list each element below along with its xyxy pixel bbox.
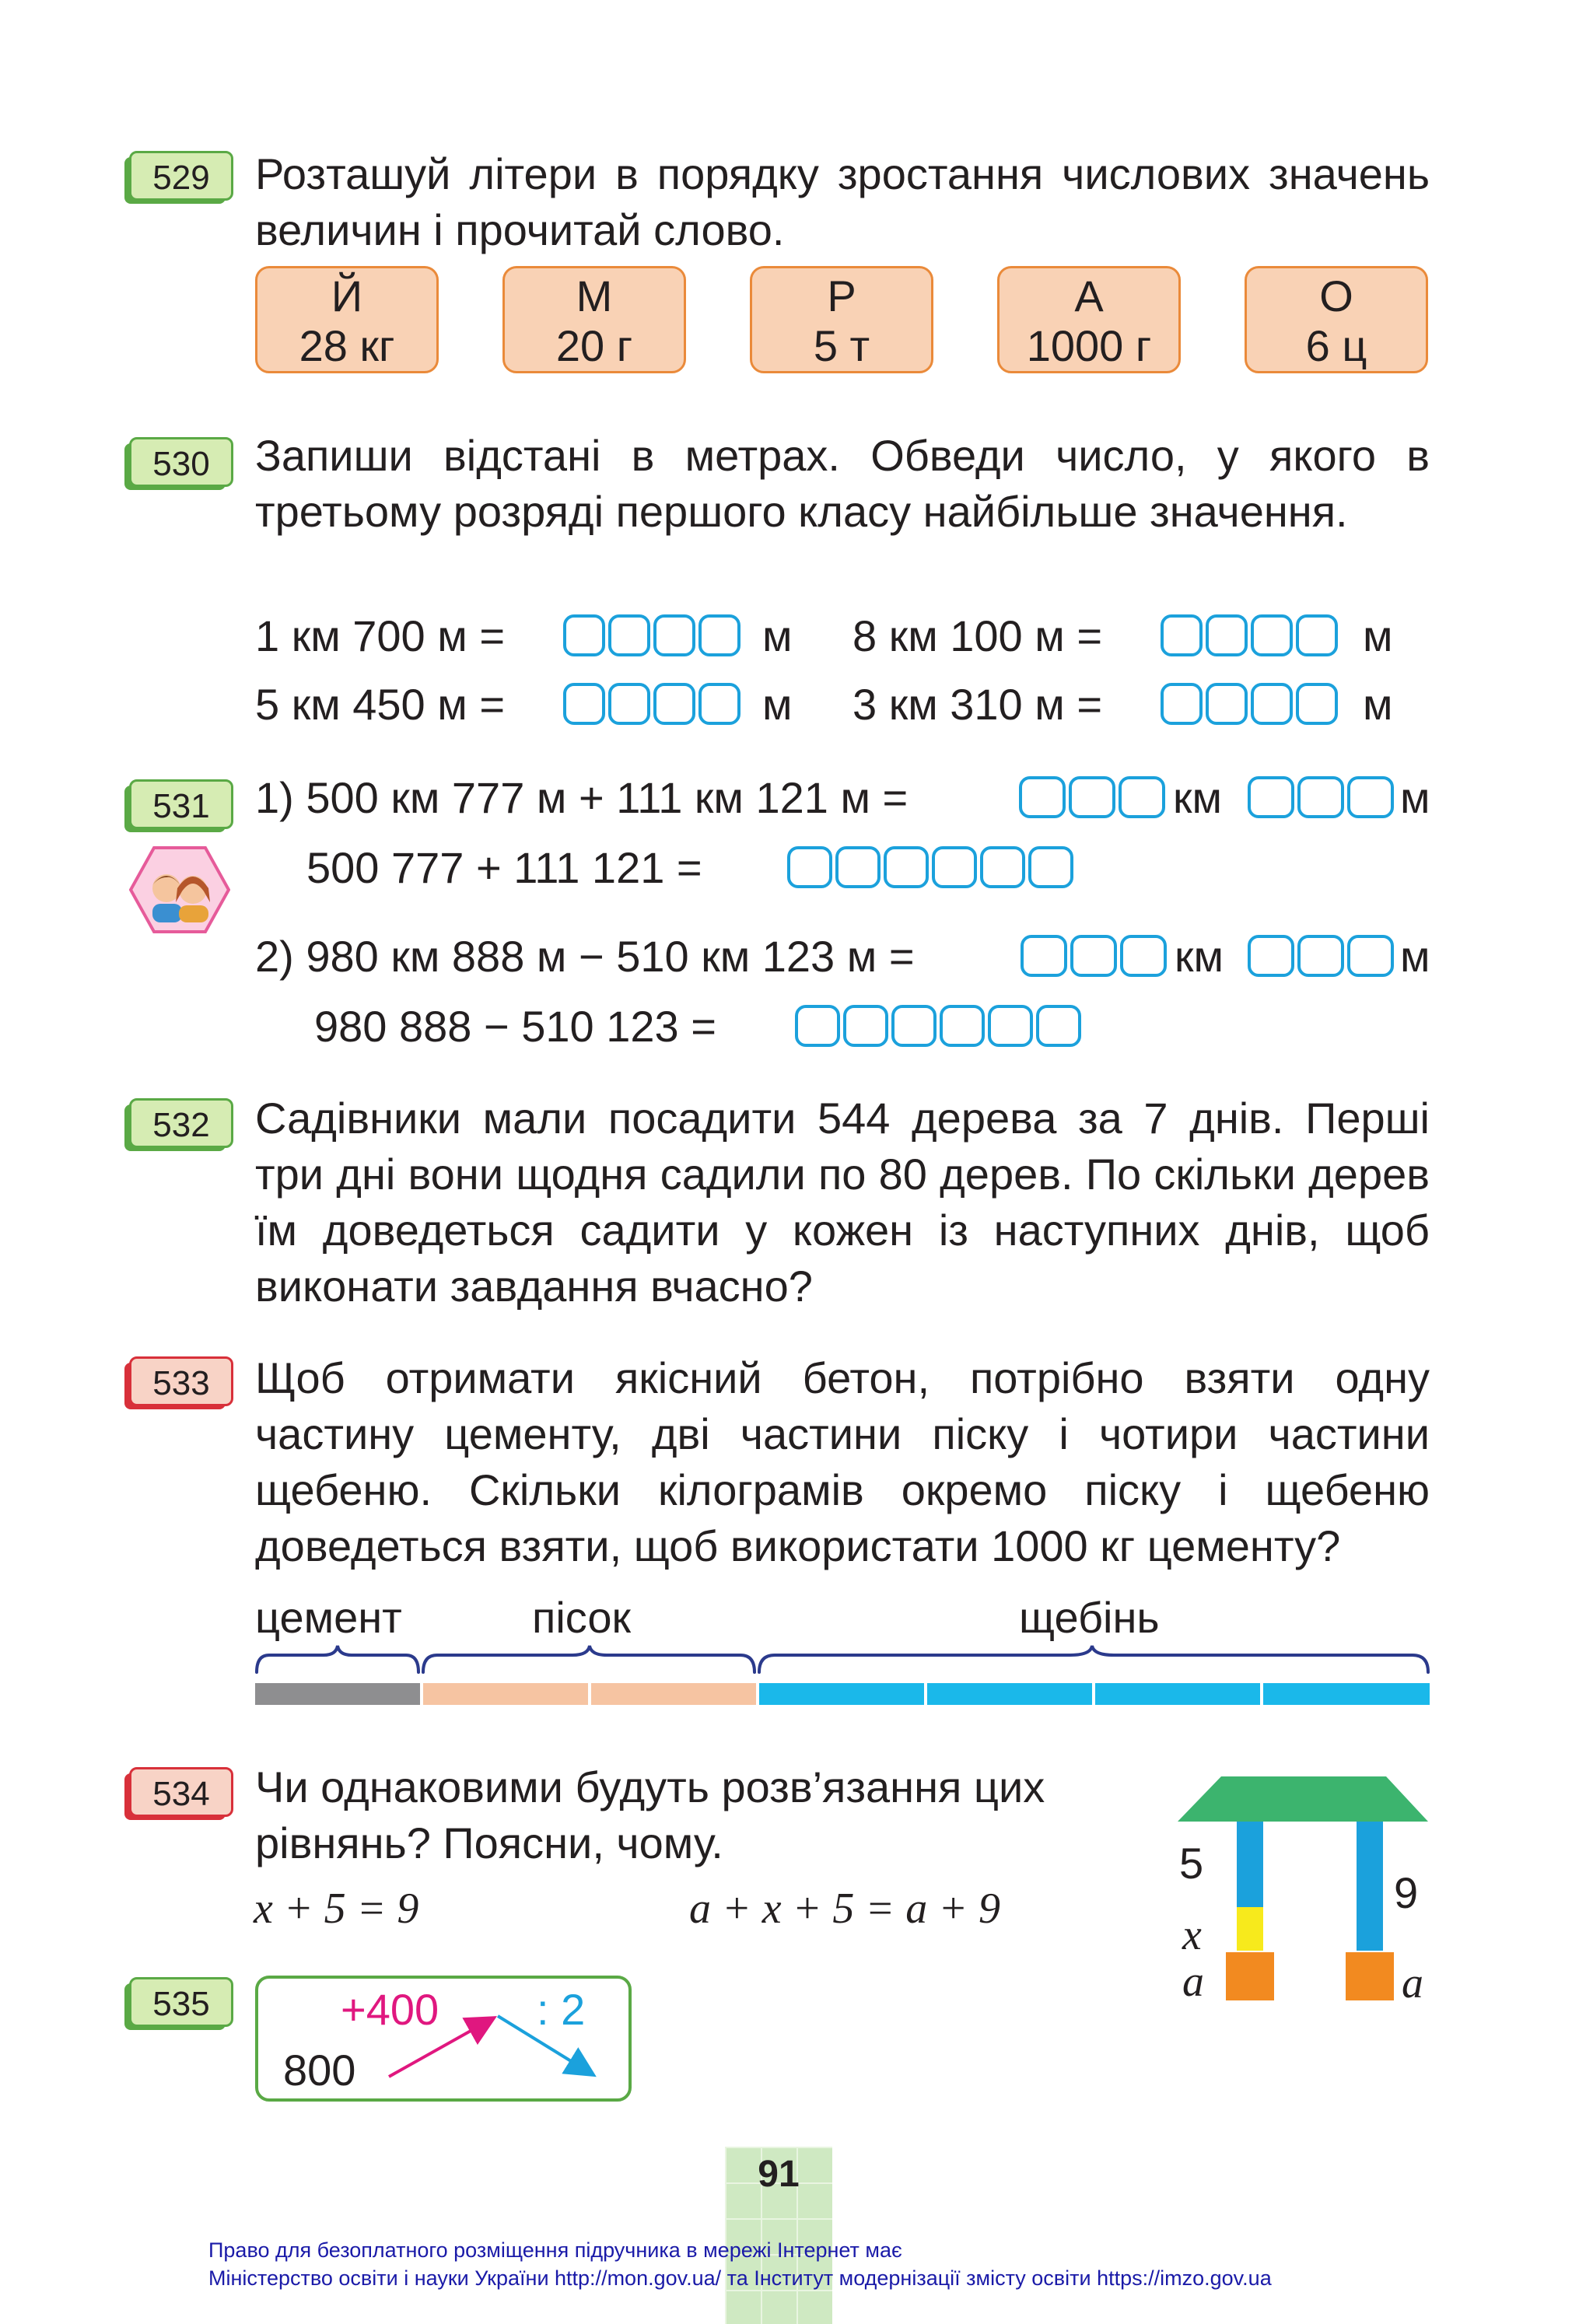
unit-label: м <box>1363 680 1393 729</box>
page-number: 91 <box>725 2147 832 2324</box>
task-number-532: 532 <box>129 1098 233 1148</box>
task-531-line4: 980 888 − 510 123 = <box>314 1002 716 1051</box>
chain-arrows <box>381 2002 607 2088</box>
conversion-2-label: 8 км 100 м = <box>853 611 1103 660</box>
sand-label: пісок <box>532 1593 632 1642</box>
answer-boxes[interactable] <box>1248 935 1394 977</box>
answer-boxes[interactable] <box>787 846 1073 888</box>
letter-card <box>1245 266 1428 373</box>
task-531-line2: 500 777 + 111 121 = <box>306 843 702 892</box>
gravel-part <box>1263 1683 1430 1705</box>
card-letter: М <box>576 271 613 320</box>
card-value: 5 т <box>813 321 870 370</box>
gravel-part <box>1095 1683 1260 1705</box>
card-letter: О <box>1319 271 1353 320</box>
pair-work-icon <box>129 845 230 935</box>
equation-2: a + x + 5 = a + 9 <box>689 1885 1001 1933</box>
task-number-529: 529 <box>129 151 233 201</box>
letter-card <box>255 266 439 373</box>
figure-label-5: 5 <box>1179 1839 1204 1888</box>
answer-boxes[interactable] <box>1248 776 1394 818</box>
unit-label: м <box>762 680 793 729</box>
conversion-4-label: 3 км 310 м = <box>853 680 1103 729</box>
task-number-534: 534 <box>129 1767 233 1817</box>
conversion-3-label: 5 км 450 м = <box>255 680 506 729</box>
unit-label: м <box>1363 611 1393 660</box>
chain-op-plus: +400 <box>341 1985 439 2034</box>
task-531-line3: 2) 980 км 888 м − 510 км 123 м = <box>255 932 915 981</box>
unit-label: м <box>1400 932 1430 981</box>
answer-boxes[interactable] <box>563 614 740 656</box>
card-letter: А <box>1074 271 1104 320</box>
card-letter: Р <box>827 271 856 320</box>
letter-card <box>502 266 686 373</box>
card-letter: Й <box>331 271 363 320</box>
gravel-label: щебінь <box>1019 1593 1160 1642</box>
figure-label-x: x <box>1182 1911 1202 1959</box>
task-530-text: Запиши відстані в метрах. Обведи число, у якого в третьому розряді першого класу найбільше значення. <box>255 431 1430 536</box>
figure-label-a-left: a <box>1182 1958 1204 2006</box>
unit-label: м <box>1400 773 1430 822</box>
answer-boxes[interactable] <box>795 1005 1081 1047</box>
task-532-text: Садівники мали посадити 544 дерева за 7 днів. Перші три дні вони щодня садили по 80 дерев. По скільки дерев їм доведеться садити у кожен із наступних днів, щоб виконати завдання вчасно? <box>255 1094 1430 1311</box>
answer-boxes[interactable] <box>1021 935 1167 977</box>
task-number-535: 535 <box>129 1977 233 2027</box>
task-529-text: Розташуй літери в порядку зростання числових значень величин і прочитай слово. <box>255 149 1430 254</box>
letter-card <box>997 266 1181 373</box>
sand-part <box>423 1683 588 1705</box>
answer-boxes[interactable] <box>1019 776 1165 818</box>
sand-part <box>591 1683 756 1705</box>
unit-label: км <box>1175 932 1224 981</box>
answer-boxes[interactable] <box>1161 614 1338 656</box>
equation-1: x + 5 = 9 <box>254 1885 419 1933</box>
figure-label-9: 9 <box>1394 1868 1419 1917</box>
gravel-part <box>759 1683 924 1705</box>
task-number-531: 531 <box>129 779 233 829</box>
task-number-530: 530 <box>129 437 233 487</box>
card-value: 20 г <box>555 321 633 370</box>
task-531-line1: 1) 500 км 777 м + 111 км 121 м = <box>255 773 909 822</box>
figure-label-a-right: a <box>1402 1959 1423 2007</box>
task-number-533: 533 <box>129 1356 233 1406</box>
card-value: 1000 г <box>1026 321 1152 370</box>
answer-boxes[interactable] <box>1161 683 1338 725</box>
task-534-text: Чи однаковими будуть розв’язання цих рівнянь? Поясни, чому. <box>255 1762 1045 1867</box>
task-533-text: Щоб отримати якісний бетон, потрібно взяти одну частину цементу, дві частини піску і чотири частини щебеню. Скільки кілограмів окремо піску і щебеню доведеться взяти, щоб використати 1000 кг цементу? <box>255 1353 1430 1570</box>
footer-line-1: Право для безоплатного розміщення підручника в мережі Інтернет має <box>208 2238 902 2262</box>
part-braces <box>254 1643 1433 1675</box>
cement-part <box>255 1683 420 1705</box>
footer-line-2: Міністерство освіти і науки України http://mon.gov.ua/ та Інститут модернізації змісту освіти https://imzo.gov.ua <box>208 2266 1272 2290</box>
unit-label: км <box>1173 773 1222 822</box>
chain-start-number: 800 <box>283 2046 356 2095</box>
balance-figure <box>1175 1773 1431 2022</box>
chain-op-divide: : 2 <box>537 1985 586 2034</box>
unit-label: м <box>762 611 793 660</box>
card-value: 6 ц <box>1305 321 1367 370</box>
gravel-part <box>927 1683 1092 1705</box>
letter-card <box>750 266 933 373</box>
cement-label: цемент <box>255 1593 402 1642</box>
answer-boxes[interactable] <box>563 683 740 725</box>
card-value: 28 кг <box>299 321 395 370</box>
conversion-1-label: 1 км 700 м = <box>255 611 506 660</box>
